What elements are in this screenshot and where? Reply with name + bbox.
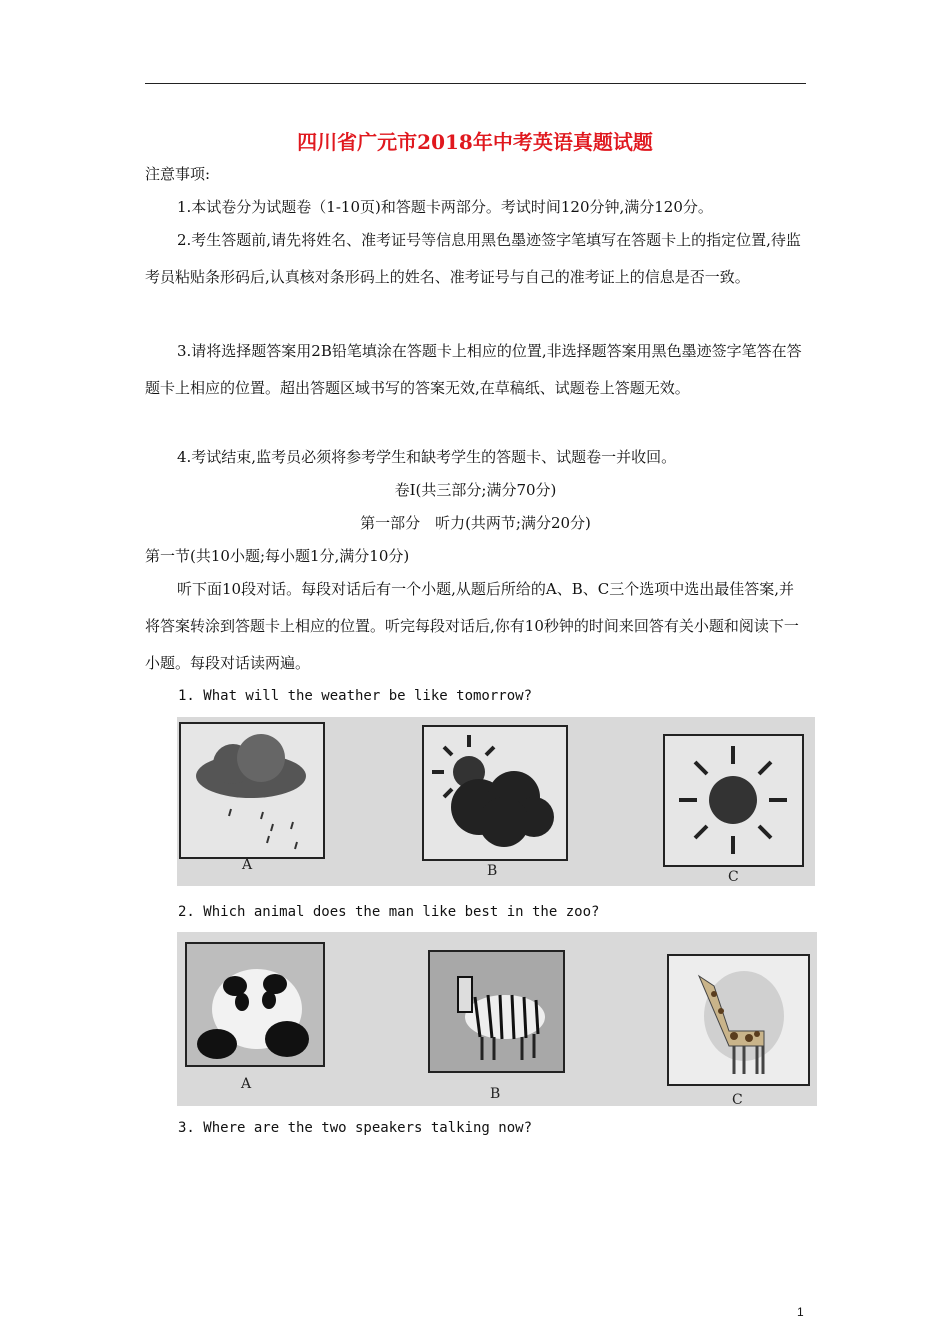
page-title: 四川省广元市2018年中考英语真题试题 [297,130,653,154]
question-2: 2. Which animal does the man like best in the zoo? [178,904,600,920]
notice-4: 4.考试结束,监考员必须将参考学生和缺考学生的答题卡、试题卷一并收回。 [177,448,677,466]
option-b-label: B [487,863,498,879]
giraffe-picture [667,954,810,1086]
header-rule [145,83,806,84]
sun-cloud-picture [422,725,568,861]
section-heading: 第一节(共10小题;每小题1分,满分10分) [145,547,410,565]
notice-heading: 注意事项: [145,165,211,183]
zebra-picture [428,950,565,1073]
part-heading: 第一部分 听力(共两节;满分20分) [360,514,591,532]
panda-picture [185,942,325,1067]
option-a-label: A [241,1076,252,1092]
question-3: 3. Where are the two speakers talking now? [178,1120,533,1136]
sunny-picture [663,734,804,867]
listening-instructions: 听下面10段对话。每段对话后有一个小题,从题后所给的A、B、C三个选项中选出最佳答案,并将答案转涂到答题卡上相应的位置。听完每段对话后,你有10秒钟的时间来回答有关小题和阅读下一小题。每段对话读两遍。 [145,580,799,672]
question-1: 1. What will the weather be like tomorrow? [178,688,533,704]
question-1-image [177,717,815,886]
volume-heading: 卷Ⅰ(共三部分;满分70分) [394,481,557,499]
page-number: 1 [797,1305,804,1319]
rain-cloud-picture [179,722,325,859]
notice-3: 3.请将选择题答案用2B铅笔填涂在答题卡上相应的位置,非选择题答案用黑色墨迹签字笔答在答题卡上相应的位置。超出答题区域书写的答案无效,在草稿纸、试题卷上答题无效。 [145,342,802,397]
notice-2: 2.考生答题前,请先将姓名、准考证号等信息用黑色墨迹签字笔填写在答题卡上的指定位置,待监考员粘贴条形码后,认真核对条形码上的姓名、准考证号与自己的准考证上的信息是否一致。 [145,231,801,286]
question-2-image [177,932,817,1106]
notice-1: 1.本试卷分为试题卷（1-10页)和答题卡两部分。考试时间120分钟,满分120分。 [177,198,713,216]
option-b-label: B [490,1086,501,1102]
option-c-label: C [732,1092,743,1106]
option-a-label: A [242,857,253,873]
option-c-label: C [728,869,739,885]
